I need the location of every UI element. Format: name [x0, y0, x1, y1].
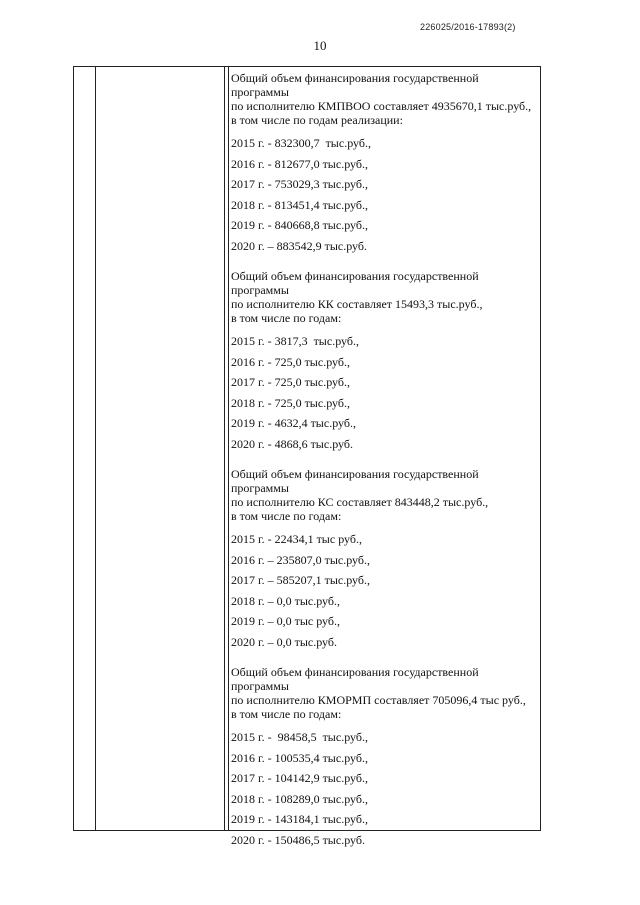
intro-line: по исполнителю КМПВОО составляет 4935670,1 тыс.руб.,	[231, 99, 532, 113]
intro-line: в том числе по годам:	[231, 508, 342, 523]
document-id: 226025/2016-17893(2)	[420, 22, 516, 32]
section-kmpvoo	[231, 71, 536, 253]
financing-content	[231, 71, 536, 853]
page-number: 10	[313, 38, 327, 53]
year-amount-line: 2017 г. - 725,0 тыс.руб.,	[231, 375, 350, 390]
intro-line: по исполнителю КС составляет 843448,2 тыс.руб.,	[231, 494, 489, 509]
intro-line: по исполнителю КК составляет 15493,3 тыс.руб.,	[231, 296, 483, 311]
section-intro	[231, 269, 536, 325]
year-amount-line: 2016 г. - 725,0 тыс.руб.,	[231, 354, 350, 369]
section-kk	[231, 269, 536, 451]
year-amount-line: 2017 г. - 753029,3 тыс.руб.,	[231, 177, 368, 192]
year-amount-line: 2017 г. - 104142,9 тыс.руб.,	[231, 771, 368, 786]
year-amount-line: 2019 г. – 0,0 тыс руб.,	[231, 614, 340, 629]
year-amount-line: 2015 г. - 3817,3 тыс.руб.,	[231, 333, 359, 348]
column-divider-1	[95, 67, 96, 830]
year-amount-line: 2020 г. – 0,0 тыс.руб.	[231, 634, 337, 649]
year-amount-line: 2019 г. - 840668,8 тыс.руб.,	[231, 218, 368, 233]
year-amount-line: 2017 г. – 585207,1 тыс.руб.,	[231, 573, 370, 588]
year-amount-line: 2019 г. - 143184,1 тыс.руб.,	[231, 812, 368, 827]
year-amount-line: 2019 г. - 4632,4 тыс.руб.,	[231, 416, 356, 431]
year-amount-line: 2016 г. – 235807,0 тыс.руб.,	[231, 552, 370, 567]
column-divider-2	[224, 67, 225, 830]
section-kmormp	[231, 665, 536, 847]
financing-table	[73, 66, 541, 847]
column-divider-3	[228, 67, 229, 830]
year-amount-line: 2015 г. - 22434,1 тыс руб.,	[231, 531, 362, 546]
year-amount-line: 2020 г. – 883542,9 тыс.руб.	[231, 238, 367, 253]
year-amount-line: 2018 г. - 725,0 тыс.руб.,	[231, 395, 350, 410]
intro-line: по исполнителю КМОРМП составляет 705096,4 тыс руб.,	[231, 692, 526, 707]
year-amount-line: 2016 г. - 100535,4 тыс.руб.,	[231, 750, 368, 765]
year-amount-line: 2020 г. - 150486,5 тыс.руб.	[231, 832, 365, 847]
intro-line: в том числе по годам:	[231, 310, 342, 325]
section-ks	[231, 467, 536, 649]
intro-line: в том числе по годам реализации:	[231, 113, 403, 127]
section-intro	[231, 71, 536, 127]
year-amount-line: 2020 г. - 4868,6 тыс.руб.	[231, 436, 353, 451]
year-amount-line: 2015 г. - 832300,7 тыс.руб.,	[231, 136, 371, 150]
intro-line: Общий объем финансирования государственной программы	[231, 664, 479, 693]
intro-line: Общий объем финансирования государственной программы	[231, 466, 479, 495]
intro-line: в том числе по годам:	[231, 706, 342, 721]
section-intro	[231, 665, 536, 721]
year-amount-line: 2016 г. - 812677,0 тыс.руб.,	[231, 156, 368, 171]
year-amount-line: 2018 г. - 108289,0 тыс.руб.,	[231, 791, 368, 806]
year-amount-line: 2015 г. - 98458,5 тыс.руб.,	[231, 729, 368, 744]
section-intro	[231, 467, 536, 523]
year-amount-line: 2018 г. – 0,0 тыс.руб.,	[231, 593, 340, 608]
intro-line: Общий объем финансирования государственной программы	[231, 268, 479, 297]
year-amount-line: 2018 г. - 813451,4 тыс.руб.,	[231, 197, 368, 212]
intro-line: Общий объем финансирования государственной программы	[231, 71, 479, 99]
